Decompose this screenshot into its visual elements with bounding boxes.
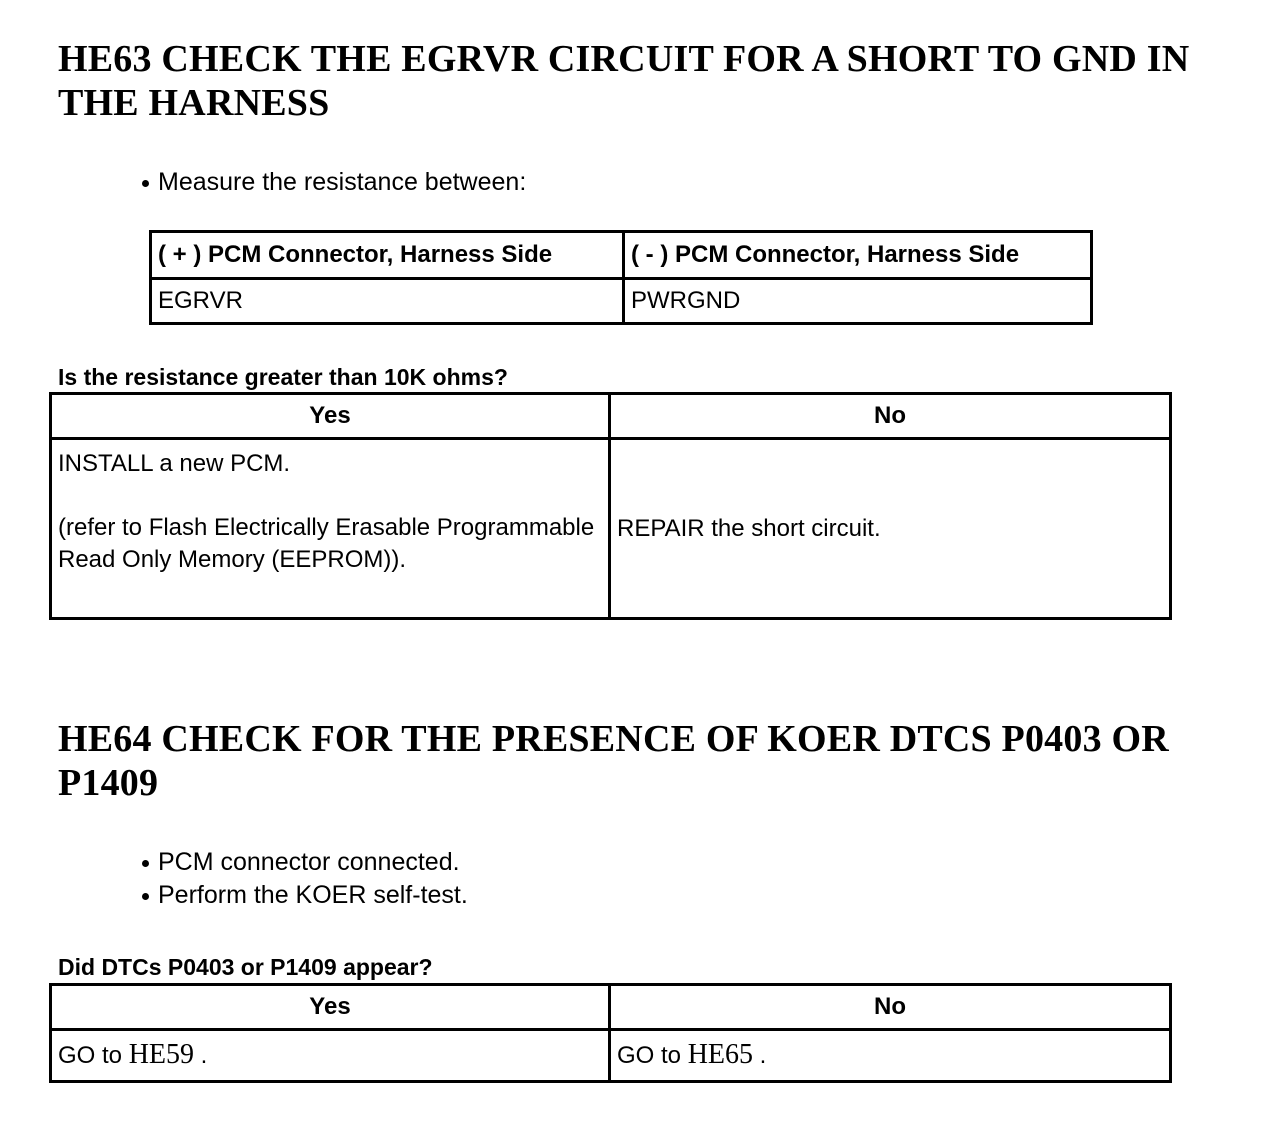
positive-pin-cell: EGRVR <box>151 279 624 324</box>
go-to-text: GO to <box>617 1042 688 1069</box>
negative-connector-header: ( - ) PCM Connector, Harness Side <box>624 232 1092 279</box>
question-he63: Is the resistance greater than 10K ohms? <box>58 364 508 390</box>
negative-pin-cell: PWRGND <box>624 279 1092 324</box>
yes-action-cell <box>51 1030 610 1082</box>
go-to-he59-link[interactable]: HE59 <box>128 1039 195 1070</box>
yes-action-text: INSTALL a new PCM. <box>58 450 291 477</box>
no-header: No <box>610 985 1171 1030</box>
bullet-item: Measure the resistance between: <box>140 166 526 199</box>
period-text: . <box>753 1042 767 1069</box>
yes-header: Yes <box>51 985 610 1030</box>
yes-reference-text: (refer to Flash Electrically Erasable Programmable Read Only Memory (EEPROM)). <box>58 514 595 573</box>
question-he64: Did DTCs P0403 or P1409 appear? <box>58 954 433 980</box>
bullet-list <box>140 166 526 199</box>
go-to-text: GO to <box>58 1042 129 1069</box>
section-heading-he64: HE64 CHECK FOR THE PRESENCE OF KOER DTCS P0403 OR P1409 <box>58 718 1169 804</box>
no-action-cell <box>610 1030 1171 1082</box>
no-header: No <box>610 394 1171 439</box>
go-to-he65-link[interactable]: HE65 <box>687 1039 754 1070</box>
section-heading-he63: HE63 CHECK THE EGRVR CIRCUIT FOR A SHORT TO GND IN THE HARNESS <box>58 38 1190 124</box>
period-text: . <box>194 1042 208 1069</box>
yes-action-cell <box>51 439 610 619</box>
positive-connector-header: ( + ) PCM Connector, Harness Side <box>151 232 624 279</box>
measurement-table <box>149 230 1093 325</box>
result-table-he64 <box>49 983 1172 1083</box>
no-action-cell: REPAIR the short circuit. <box>610 439 1171 619</box>
result-table-he63 <box>49 392 1172 620</box>
yes-header: Yes <box>51 394 610 439</box>
bullet-item: PCM connector connected. <box>140 846 468 879</box>
bullet-list <box>140 846 468 912</box>
bullet-item: Perform the KOER self-test. <box>140 879 468 912</box>
